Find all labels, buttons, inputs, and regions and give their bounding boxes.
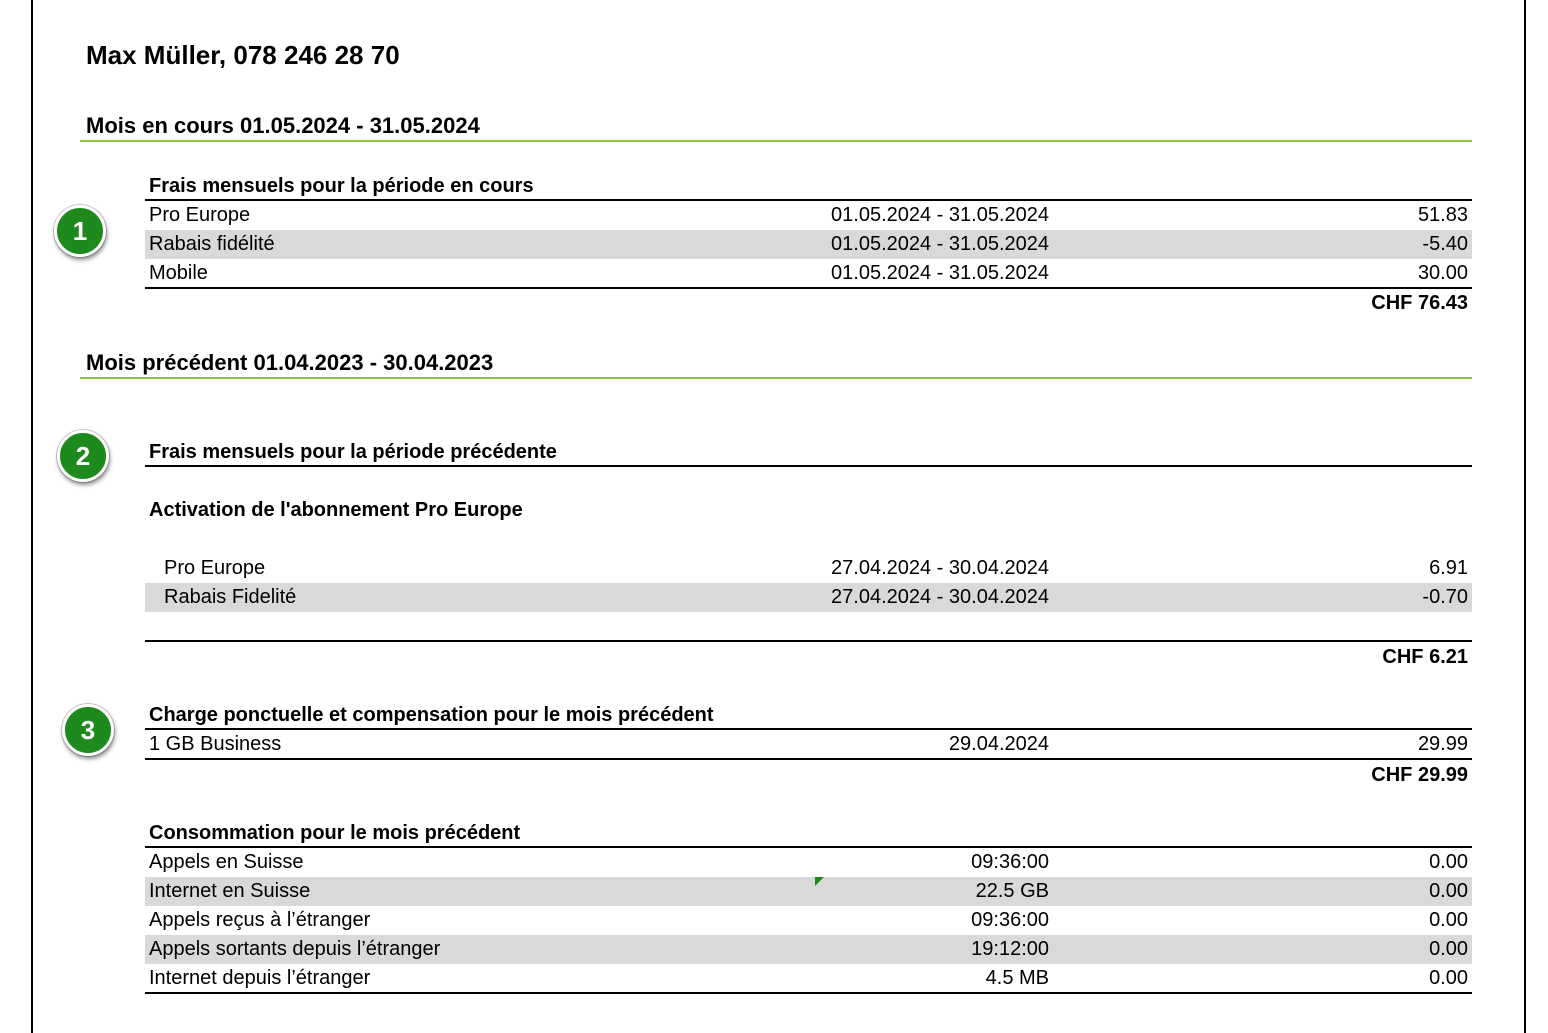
row-value: 09:36:00 bbox=[971, 851, 1049, 873]
row-amount: 0.00 bbox=[1429, 851, 1468, 873]
previous-fees-total: CHF 6.21 bbox=[1382, 646, 1468, 668]
row-label: Pro Europe bbox=[149, 204, 251, 226]
row-amount: 0.00 bbox=[1429, 967, 1468, 989]
row-label: Internet en Suisse bbox=[149, 880, 311, 902]
consumption-title: Consommation pour le mois précédent bbox=[149, 822, 521, 844]
table-row bbox=[145, 848, 1472, 877]
current-fees-bottom-rule bbox=[145, 287, 1472, 289]
table-row bbox=[145, 259, 1472, 288]
one-time-bottom-rule bbox=[145, 758, 1472, 760]
table-row bbox=[145, 906, 1472, 935]
row-label: Internet depuis l’étranger bbox=[149, 967, 371, 989]
page-frame-right bbox=[1524, 0, 1526, 1033]
table-row bbox=[145, 554, 1472, 583]
table-row bbox=[145, 201, 1472, 230]
row-period: 29.04.2024 bbox=[948, 733, 1049, 755]
one-time-total: CHF 29.99 bbox=[1371, 764, 1468, 786]
row-label: Pro Europe bbox=[164, 557, 266, 579]
row-amount: 0.00 bbox=[1429, 880, 1468, 902]
previous-fees-title: Frais mensuels pour la période précédente bbox=[149, 441, 557, 463]
row-label: Rabais Fidelité bbox=[164, 586, 297, 608]
table-row bbox=[145, 583, 1472, 612]
cell-comment-marker-icon bbox=[815, 877, 824, 886]
row-value: 09:36:00 bbox=[971, 909, 1049, 931]
badge-2: 2 bbox=[57, 430, 109, 482]
table-row bbox=[145, 935, 1472, 964]
table-row bbox=[145, 730, 1472, 759]
row-amount: 0.00 bbox=[1429, 909, 1468, 931]
consumption-bottom-rule bbox=[145, 992, 1472, 994]
current-fees-title: Frais mensuels pour la période en cours bbox=[149, 175, 534, 197]
row-label: Appels reçus à l’étranger bbox=[149, 909, 371, 931]
table-row bbox=[145, 964, 1472, 993]
row-label: Mobile bbox=[149, 262, 208, 284]
row-value: 19:12:00 bbox=[971, 938, 1049, 960]
row-label: Rabais fidélité bbox=[149, 233, 275, 255]
table-row bbox=[145, 877, 1472, 906]
row-amount: -0.70 bbox=[1422, 586, 1468, 608]
current-fees-total: CHF 76.43 bbox=[1371, 292, 1468, 314]
row-amount: -5.40 bbox=[1422, 233, 1468, 255]
customer-title: Max Müller, 078 246 28 70 bbox=[86, 40, 400, 70]
row-period: 27.04.2024 - 30.04.2024 bbox=[831, 586, 1049, 608]
row-value: 22.5 GB bbox=[975, 880, 1049, 902]
current-month-title: Mois en cours 01.05.2024 - 31.05.2024 bbox=[86, 113, 480, 138]
row-label: Appels en Suisse bbox=[149, 851, 304, 873]
one-time-title: Charge ponctuelle et compensation pour le mois précédent bbox=[149, 704, 714, 726]
row-label: 1 GB Business bbox=[149, 733, 282, 755]
page-frame-left bbox=[31, 0, 33, 1033]
previous-fees-top-rule bbox=[145, 465, 1472, 467]
row-amount: 30.00 bbox=[1417, 262, 1468, 284]
row-period: 01.05.2024 - 31.05.2024 bbox=[831, 233, 1049, 255]
row-value: 4.5 MB bbox=[985, 967, 1049, 989]
previous-month-divider bbox=[80, 377, 1472, 379]
row-label: Appels sortants depuis l’étranger bbox=[149, 938, 441, 960]
row-amount: 29.99 bbox=[1417, 733, 1468, 755]
current-month-divider bbox=[80, 140, 1472, 142]
activation-title: Activation de l'abonnement Pro Europe bbox=[149, 499, 523, 521]
previous-fees-bottom-rule bbox=[145, 640, 1472, 642]
row-amount: 51.83 bbox=[1417, 204, 1468, 226]
row-amount: 6.91 bbox=[1429, 557, 1468, 579]
row-period: 01.05.2024 - 31.05.2024 bbox=[831, 262, 1049, 284]
table-row bbox=[145, 230, 1472, 259]
row-period: 01.05.2024 - 31.05.2024 bbox=[831, 204, 1049, 226]
badge-1: 1 bbox=[54, 205, 106, 257]
previous-month-title: Mois précédent 01.04.2023 - 30.04.2023 bbox=[86, 350, 494, 375]
badge-3: 3 bbox=[62, 704, 114, 756]
row-amount: 0.00 bbox=[1429, 938, 1468, 960]
row-period: 27.04.2024 - 30.04.2024 bbox=[831, 557, 1049, 579]
